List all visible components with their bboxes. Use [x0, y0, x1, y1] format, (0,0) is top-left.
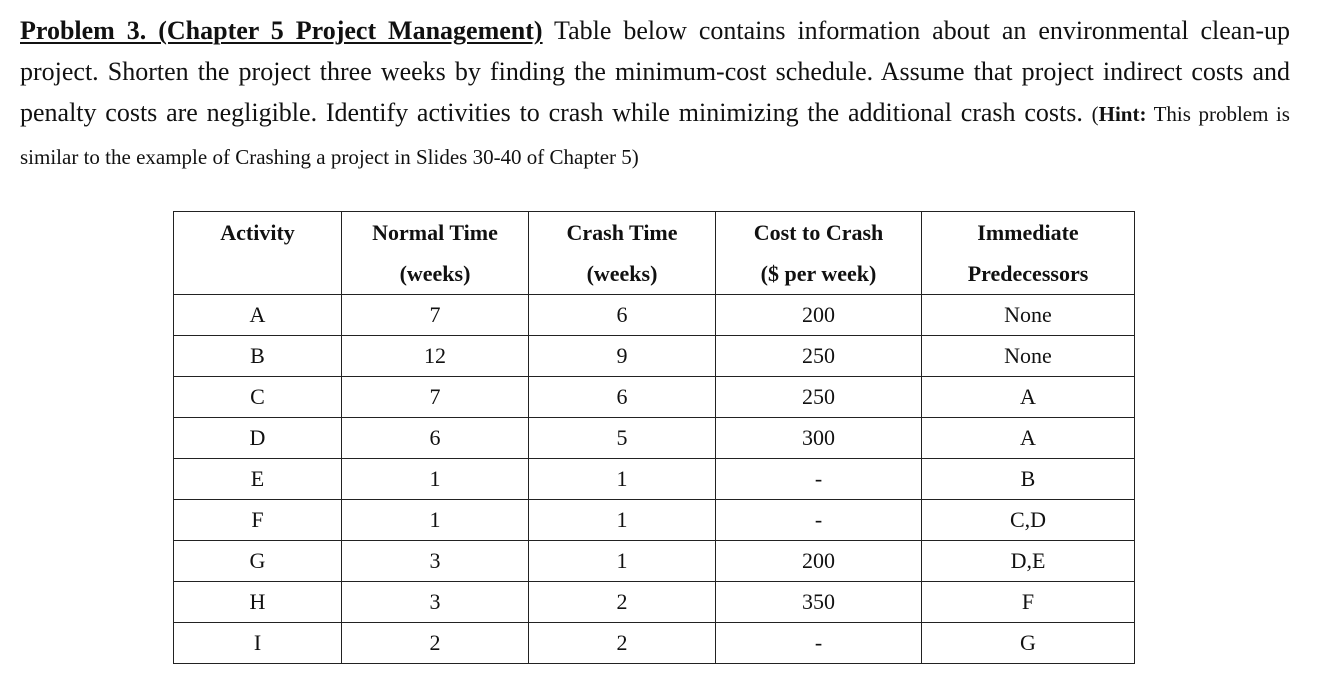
cell-predecessors: None — [922, 336, 1135, 377]
header-immediate-predecessors — [922, 212, 1135, 295]
cell-cost-to-crash: 200 — [716, 295, 922, 336]
hint-text: This problem is similar to the example of Crashing a project in Slides 30-40 of Chapter 5) — [20, 102, 1290, 169]
table-row — [174, 459, 1135, 500]
cell-crash-time: 6 — [529, 377, 716, 418]
cell-cost-to-crash: 250 — [716, 377, 922, 418]
cell-cost-to-crash: 200 — [716, 541, 922, 582]
table-row — [174, 336, 1135, 377]
cell-activity: I — [174, 623, 342, 664]
header-line: Predecessors — [967, 261, 1089, 286]
cell-normal-time: 7 — [342, 377, 529, 418]
header-line: Cost to Crash — [753, 220, 884, 245]
cell-predecessors: B — [922, 459, 1135, 500]
problem-body: Table below contains information about an environmental clean-up project. Shorten the project three weeks by finding the minimum-cost schedule. Assume that project indirect costs and penalty costs are negligible. Identify activities to crash while minimizing the additional crash costs. — [20, 16, 1290, 127]
cell-crash-time: 2 — [529, 623, 716, 664]
cell-activity: H — [174, 582, 342, 623]
cell-cost-to-crash: - — [716, 459, 922, 500]
hint-label: Hint: — [1098, 102, 1147, 126]
cell-predecessors: G — [922, 623, 1135, 664]
header-line: ($ per week) — [760, 261, 877, 286]
cell-activity: A — [174, 295, 342, 336]
cell-predecessors: None — [922, 295, 1135, 336]
hint-open-paren: ( — [1091, 102, 1099, 126]
table-row — [174, 377, 1135, 418]
table-row — [174, 295, 1135, 336]
table-row — [174, 418, 1135, 459]
cell-normal-time: 12 — [342, 336, 529, 377]
table-header-row — [174, 212, 1135, 295]
problem-statement — [20, 10, 1290, 178]
cell-predecessors: A — [922, 418, 1135, 459]
header-line: (weeks) — [586, 261, 658, 286]
cell-crash-time: 2 — [529, 582, 716, 623]
header-line: (weeks) — [399, 261, 471, 286]
cell-predecessors: F — [922, 582, 1135, 623]
cell-cost-to-crash: - — [716, 623, 922, 664]
cell-cost-to-crash: 250 — [716, 336, 922, 377]
cell-cost-to-crash: 300 — [716, 418, 922, 459]
cell-crash-time: 9 — [529, 336, 716, 377]
cell-cost-to-crash: - — [716, 500, 922, 541]
cell-activity: G — [174, 541, 342, 582]
cell-crash-time: 5 — [529, 418, 716, 459]
cell-activity: D — [174, 418, 342, 459]
cell-normal-time: 1 — [342, 459, 529, 500]
cell-activity: F — [174, 500, 342, 541]
cell-crash-time: 1 — [529, 500, 716, 541]
header-activity — [174, 212, 342, 295]
problem-heading: Problem 3. (Chapter 5 Project Management) — [20, 16, 543, 45]
cell-activity: B — [174, 336, 342, 377]
cell-predecessors: A — [922, 377, 1135, 418]
header-normal-time — [342, 212, 529, 295]
header-line: Immediate — [977, 220, 1079, 245]
header-line: Normal Time — [372, 220, 498, 245]
cell-predecessors: D,E — [922, 541, 1135, 582]
header-line: Activity — [220, 220, 295, 245]
table-row — [174, 500, 1135, 541]
cell-normal-time: 6 — [342, 418, 529, 459]
cell-activity: E — [174, 459, 342, 500]
cell-activity: C — [174, 377, 342, 418]
cell-predecessors: C,D — [922, 500, 1135, 541]
cell-normal-time: 3 — [342, 582, 529, 623]
cell-crash-time: 1 — [529, 541, 716, 582]
table-row — [174, 541, 1135, 582]
cell-normal-time: 3 — [342, 541, 529, 582]
cell-normal-time: 1 — [342, 500, 529, 541]
header-crash-time — [529, 212, 716, 295]
table-row — [174, 582, 1135, 623]
header-cost-to-crash — [716, 212, 922, 295]
cell-crash-time: 6 — [529, 295, 716, 336]
header-line: Crash Time — [566, 220, 678, 245]
table-row — [174, 623, 1135, 664]
cell-normal-time: 7 — [342, 295, 529, 336]
cell-crash-time: 1 — [529, 459, 716, 500]
activity-table — [173, 211, 1135, 664]
cell-normal-time: 2 — [342, 623, 529, 664]
cell-cost-to-crash: 350 — [716, 582, 922, 623]
